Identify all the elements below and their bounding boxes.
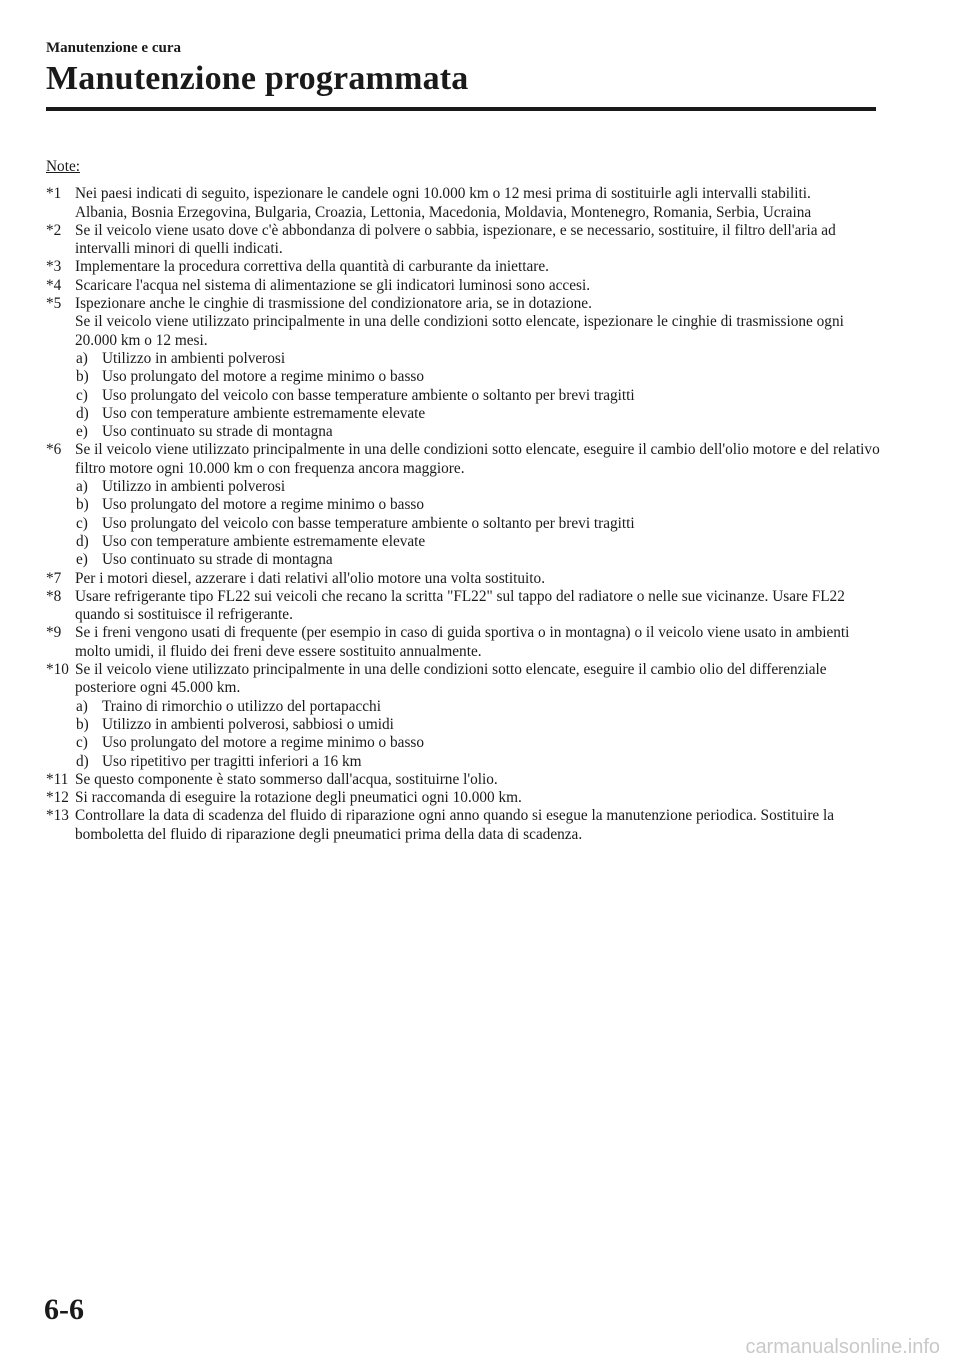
note-subitem — [75, 368, 882, 386]
subitem-marker: d) — [76, 752, 89, 770]
page-number: 6-6 — [44, 1293, 84, 1326]
note-body — [75, 441, 882, 569]
notes-section — [46, 158, 882, 844]
note-item — [46, 661, 882, 771]
subitem-text: Utilizzo in ambienti polverosi — [102, 478, 286, 496]
subitem-marker: b) — [76, 715, 89, 733]
subitem-marker: d) — [76, 404, 89, 422]
subitem-text: Uso prolungato del veicolo con basse temperature ambiente o soltanto per brevi tragitti — [102, 386, 635, 404]
subitem-marker: b) — [76, 496, 89, 514]
note-text: Se questo componente è stato sommerso dall'acqua, sostituirne l'olio. — [75, 770, 498, 788]
subitem-text: Uso prolungato del motore a regime minimo o basso — [102, 496, 425, 514]
section-label: Manutenzione e cura — [46, 40, 181, 56]
note-subitem — [75, 533, 882, 551]
notes-list — [46, 185, 882, 844]
note-item — [46, 441, 882, 569]
note-text: Controllare la data di scadenza del fluido di riparazione ogni anno quando si esegue la manutenzione periodica. Sostituire la bomboletta del fluido di riparazione degli pneumatici prima della data di scadenza. — [75, 807, 835, 843]
note-item — [46, 624, 882, 661]
note-text: Scaricare l'acqua nel sistema di alimentazione se gli indicatori luminosi sono accesi. — [75, 276, 591, 294]
subitem-marker: e) — [76, 551, 88, 569]
note-text: Se il veicolo viene usato dove c'è abbondanza di polvere o sabbia, ispezionare, e se necessario, sostituire, il filtro dell'aria ad intervalli minori di quelli indicati. — [75, 221, 836, 258]
subitem-marker: c) — [76, 514, 88, 532]
note-marker: *7 — [46, 569, 62, 587]
subitem-marker: d) — [76, 532, 89, 550]
note-marker: *2 — [46, 221, 62, 239]
note-body — [75, 277, 882, 295]
subitem-marker: c) — [76, 734, 88, 752]
subitem-text: Utilizzo in ambienti polverosi — [102, 349, 286, 367]
subitem-text: Uso continuato su strade di montagna — [102, 551, 333, 569]
note-body — [75, 771, 882, 789]
notes-heading: Note: — [46, 158, 80, 175]
note-marker: *8 — [46, 587, 62, 605]
note-item — [46, 771, 882, 789]
note-body — [75, 570, 882, 588]
note-text: Per i motori diesel, azzerare i dati relativi all'olio motore una volta sostituito. — [75, 569, 546, 587]
note-marker: *10 — [46, 661, 69, 679]
subitem-marker: c) — [76, 386, 88, 404]
subitem-text: Uso ripetitivo per tragitti inferiori a 16 km — [102, 752, 362, 770]
note-marker: *1 — [46, 185, 62, 203]
note-text: Nei paesi indicati di seguito, ispezionare le candele ogni 10.000 km o 12 mesi prima di sostituirle agli intervalli stabiliti. — [75, 185, 811, 203]
note-body — [75, 624, 882, 661]
note-text: Implementare la procedura correttiva della quantità di carburante da iniettare. — [75, 258, 549, 276]
note-subitem — [75, 716, 882, 734]
note-text: Ispezionare anche le cinghie di trasmissione del condizionatore aria, se in dotazione. — [75, 295, 592, 313]
subitem-text: Uso prolungato del veicolo con basse temperature ambiente o soltanto per brevi tragitti — [102, 514, 635, 532]
note-text: Albania, Bosnia Erzegovina, Bulgaria, Croazia, Lettonia, Macedonia, Moldavia, Montenegro, Romania, Serbia, Ucraina — [75, 203, 812, 221]
note-text: Se il veicolo viene utilizzato principalmente in una delle condizioni sotto elencate, eseguire il cambio dell'olio motore e del relativo filtro motore ogni 10.000 km o con frequenza ancora maggiore. — [75, 441, 880, 477]
note-subitem — [75, 405, 882, 423]
subitem-text: Uso prolungato del motore a regime minimo o basso — [102, 734, 425, 752]
note-marker: *6 — [46, 441, 62, 459]
note-subitem — [75, 496, 882, 514]
note-text: Se il veicolo viene utilizzato principalmente in una delle condizioni sotto elencate, ispezionare le cinghie di trasmissione ogni 20.000 km o 12 mesi. — [75, 313, 844, 349]
subitem-text: Uso con temperature ambiente estremamente elevate — [102, 404, 426, 422]
note-subitem — [75, 387, 882, 405]
subitem-text: Uso prolungato del motore a regime minimo o basso — [102, 368, 425, 386]
note-body — [75, 185, 882, 222]
note-body — [75, 789, 882, 807]
note-body — [75, 222, 882, 259]
note-text: Usare refrigerante tipo FL22 sui veicoli che recano la scritta "FL22" sul tappo del radiatore o nelle sue vicinanze. Usare FL22 quando si sostituisce il refrigerante. — [75, 587, 845, 624]
subitem-marker: b) — [76, 368, 89, 386]
note-marker: *13 — [46, 807, 69, 825]
subitem-marker: a) — [76, 478, 88, 496]
subitem-text: Utilizzo in ambienti polverosi, sabbiosi o umidi — [102, 715, 394, 733]
note-item — [46, 789, 882, 807]
note-body — [75, 295, 882, 441]
subitem-marker: e) — [76, 423, 88, 441]
note-subitem — [75, 753, 882, 771]
title-rule — [46, 107, 876, 111]
note-body — [75, 258, 882, 276]
note-subitem — [75, 478, 882, 496]
note-marker: *5 — [46, 295, 62, 313]
note-item — [46, 570, 882, 588]
subitem-text: Uso con temperature ambiente estremamente elevate — [102, 532, 426, 550]
note-item — [46, 807, 882, 844]
note-text: Se i freni vengono usati di frequente (per esempio in caso di guida sportiva o in montagna) o il veicolo viene usato in ambienti molto umidi, il fluido dei freni deve essere sostituito annualmente. — [75, 624, 850, 660]
note-subitem — [75, 423, 882, 441]
note-item — [46, 277, 882, 295]
page-title: Manutenzione programmata — [46, 60, 469, 97]
note-subitem — [75, 515, 882, 533]
subitem-text: Uso continuato su strade di montagna — [102, 423, 333, 441]
subitem-marker: a) — [76, 349, 88, 367]
note-body — [75, 807, 882, 844]
note-item — [46, 588, 882, 625]
subitem-marker: a) — [76, 697, 88, 715]
note-body — [75, 661, 882, 771]
note-subitem — [75, 698, 882, 716]
note-item — [46, 295, 882, 441]
note-text: Si raccomanda di eseguire la rotazione degli pneumatici ogni 10.000 km. — [75, 789, 522, 807]
note-subitem — [75, 551, 882, 569]
note-item — [46, 185, 882, 222]
note-item — [46, 258, 882, 276]
note-marker: *4 — [46, 276, 62, 294]
note-item — [46, 222, 882, 259]
note-marker: *3 — [46, 258, 62, 276]
note-marker: *12 — [46, 789, 69, 807]
subitem-text: Traino di rimorchio o utilizzo del portapacchi — [102, 697, 381, 715]
note-subitem — [75, 734, 882, 752]
watermark: carmanualsonline.info — [745, 1336, 940, 1358]
note-marker: *9 — [46, 624, 62, 642]
note-subitem — [75, 350, 882, 368]
note-text: Se il veicolo viene utilizzato principalmente in una delle condizioni sotto elencate, eseguire il cambio olio del differenziale posteriore ogni 45.000 km. — [75, 661, 827, 697]
note-marker: *11 — [46, 770, 69, 788]
note-body — [75, 588, 882, 625]
